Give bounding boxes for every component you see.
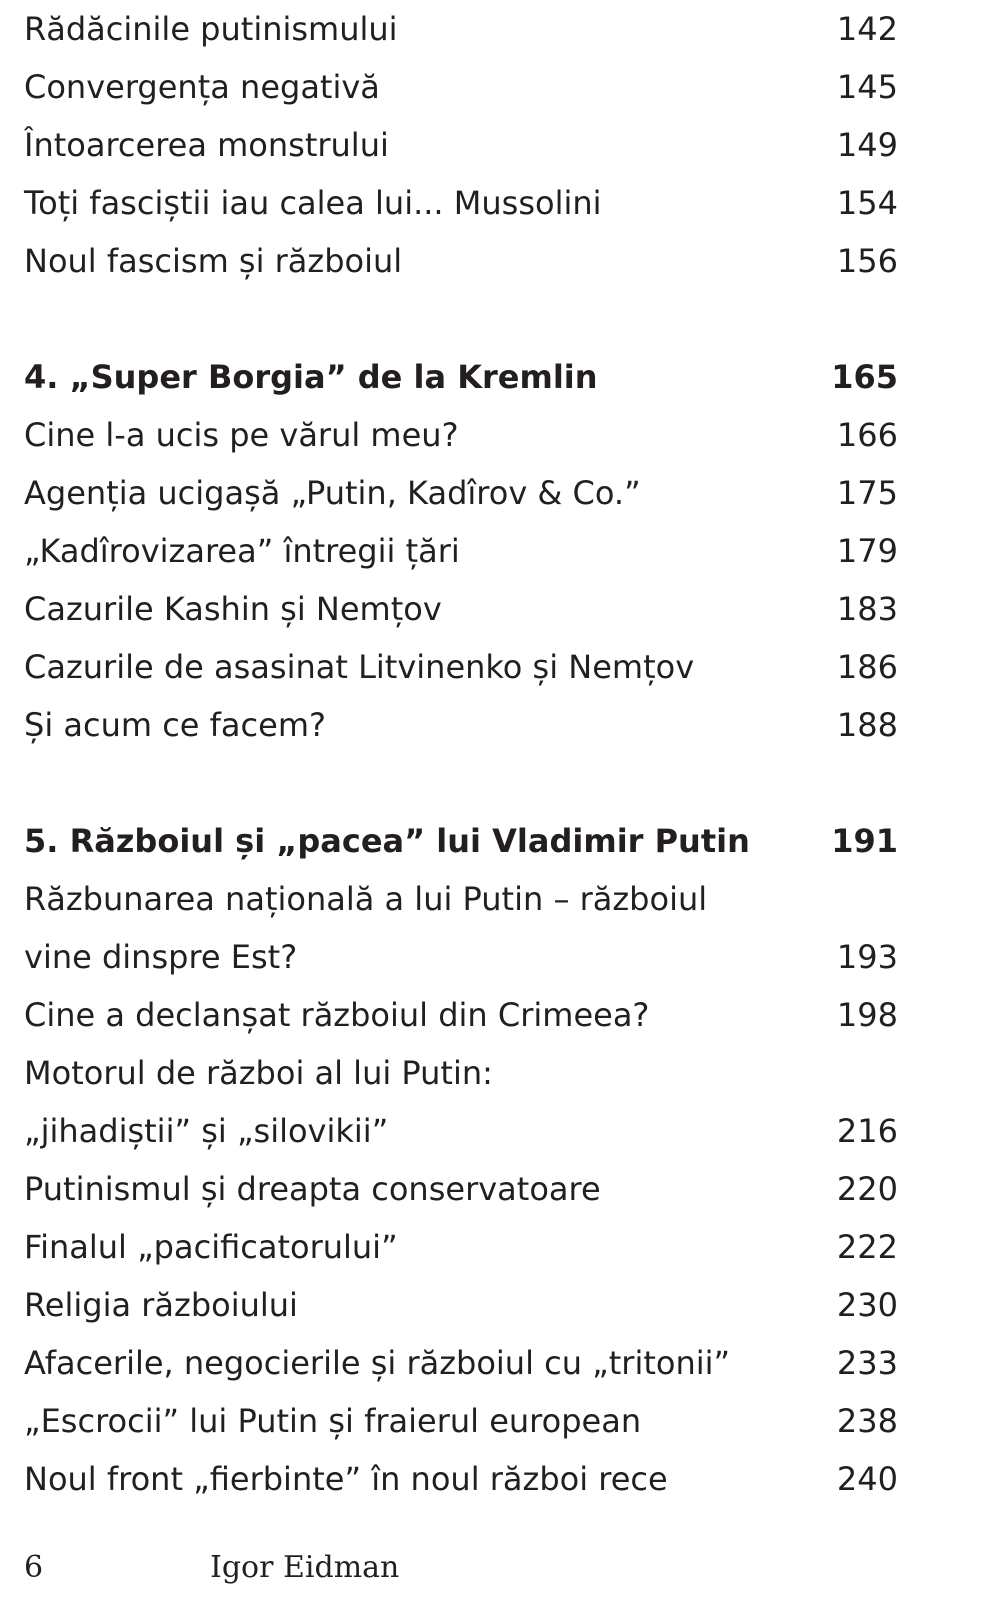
toc-entry-page: 183 (836, 590, 898, 628)
toc-entry (24, 986, 898, 1044)
page-number: 6 (24, 1550, 44, 1585)
toc-entry-title: „Kadîrovizarea” întregii țări (24, 532, 460, 570)
toc-entry (24, 638, 898, 696)
toc-entry-title: Și acum ce facem? (24, 706, 326, 744)
toc-chapter-4 (24, 348, 898, 406)
toc-entry-title: „jihadiștii” și „silovikii” (24, 1112, 389, 1150)
toc-entry-page: 175 (836, 474, 898, 512)
toc-entry (24, 1334, 898, 1392)
running-author: Igor Eidman (210, 1550, 400, 1585)
toc-entry (24, 580, 898, 638)
toc-entry-page: 145 (836, 68, 898, 106)
toc-entry-page: 220 (836, 1170, 898, 1208)
toc-entry-title: Cine a declanșat războiul din Crimeea? (24, 996, 650, 1034)
toc-entry-page: 156 (836, 242, 898, 280)
toc-entry (24, 1276, 898, 1334)
toc-entry-title: Convergența negativă (24, 68, 380, 106)
toc-entry-page: 233 (836, 1344, 898, 1382)
toc-entry (24, 116, 898, 174)
toc-entry-title: Afacerile, negocierile și războiul cu „tritonii” (24, 1344, 731, 1382)
toc-entry (24, 0, 898, 58)
section-spacer (24, 290, 898, 348)
toc-entry-page: 198 (836, 996, 898, 1034)
toc-entry (24, 174, 898, 232)
toc-entry (24, 522, 898, 580)
toc-entry (24, 928, 898, 986)
toc-entry (24, 1160, 898, 1218)
toc-entry (24, 1044, 898, 1102)
toc-entry-title: Cine l-a ucis pe vărul meu? (24, 416, 459, 454)
toc-entry-title: Toți fasciștii iau calea lui... Mussolini (24, 184, 602, 222)
toc-entry (24, 1218, 898, 1276)
toc-entry-page: 216 (836, 1112, 898, 1150)
toc-entry-page: 186 (836, 648, 898, 686)
toc-entry-title: Finalul „pacificatorului” (24, 1228, 398, 1266)
toc-entry-title: Noul fascism și războiul (24, 242, 403, 280)
toc-entry (24, 696, 898, 754)
chapter-title: 4. „Super Borgia” de la Kremlin (24, 358, 598, 396)
section-spacer (24, 754, 898, 812)
chapter-title: 5. Războiul și „pacea” lui Vladimir Putin (24, 822, 750, 860)
toc-entry-title: Cazurile de asasinat Litvinenko și Nemțov (24, 648, 695, 686)
toc-entry-title: Răzbunarea națională a lui Putin – războiul (24, 880, 708, 918)
toc-entry-title: Întoarcerea monstrului (24, 126, 389, 164)
toc-entry (24, 870, 898, 928)
toc-entry-title: Motorul de război al lui Putin: (24, 1054, 493, 1092)
toc-entry-title: Religia războiului (24, 1286, 298, 1324)
toc-entry (24, 232, 898, 290)
toc-entry-page: 222 (836, 1228, 898, 1266)
toc-entry-page: 188 (836, 706, 898, 744)
toc-entry-page: 240 (836, 1460, 898, 1498)
toc-entry-title: vine dinspre Est? (24, 938, 298, 976)
toc-entry (24, 1392, 898, 1450)
toc-entry-page: 230 (836, 1286, 898, 1324)
table-of-contents (24, 0, 898, 1508)
toc-entry (24, 1102, 898, 1160)
toc-entry-page: 154 (836, 184, 898, 222)
toc-entry-title: Cazurile Kashin și Nemțov (24, 590, 442, 628)
toc-entry (24, 58, 898, 116)
toc-entry-title: „Escrocii” lui Putin și fraierul european (24, 1402, 642, 1440)
toc-entry-title: Putinismul și dreapta conservatoare (24, 1170, 601, 1208)
toc-entry-title: Noul front „fierbinte” în noul război rece (24, 1460, 668, 1498)
toc-chapter-5 (24, 812, 898, 870)
chapter-page: 165 (831, 358, 898, 396)
toc-entry-page: 179 (836, 532, 898, 570)
toc-entry (24, 406, 898, 464)
toc-entry-page: 238 (836, 1402, 898, 1440)
toc-entry-page: 193 (836, 938, 898, 976)
toc-entry-title: Agenția ucigașă „Putin, Kadîrov & Co.” (24, 474, 641, 512)
toc-entry-page: 166 (836, 416, 898, 454)
toc-entry (24, 1450, 898, 1508)
toc-entry (24, 464, 898, 522)
toc-entry-page: 149 (836, 126, 898, 164)
toc-entry-page: 142 (836, 10, 898, 48)
toc-entry-title: Rădăcinile putinismului (24, 10, 398, 48)
chapter-page: 191 (831, 822, 898, 860)
